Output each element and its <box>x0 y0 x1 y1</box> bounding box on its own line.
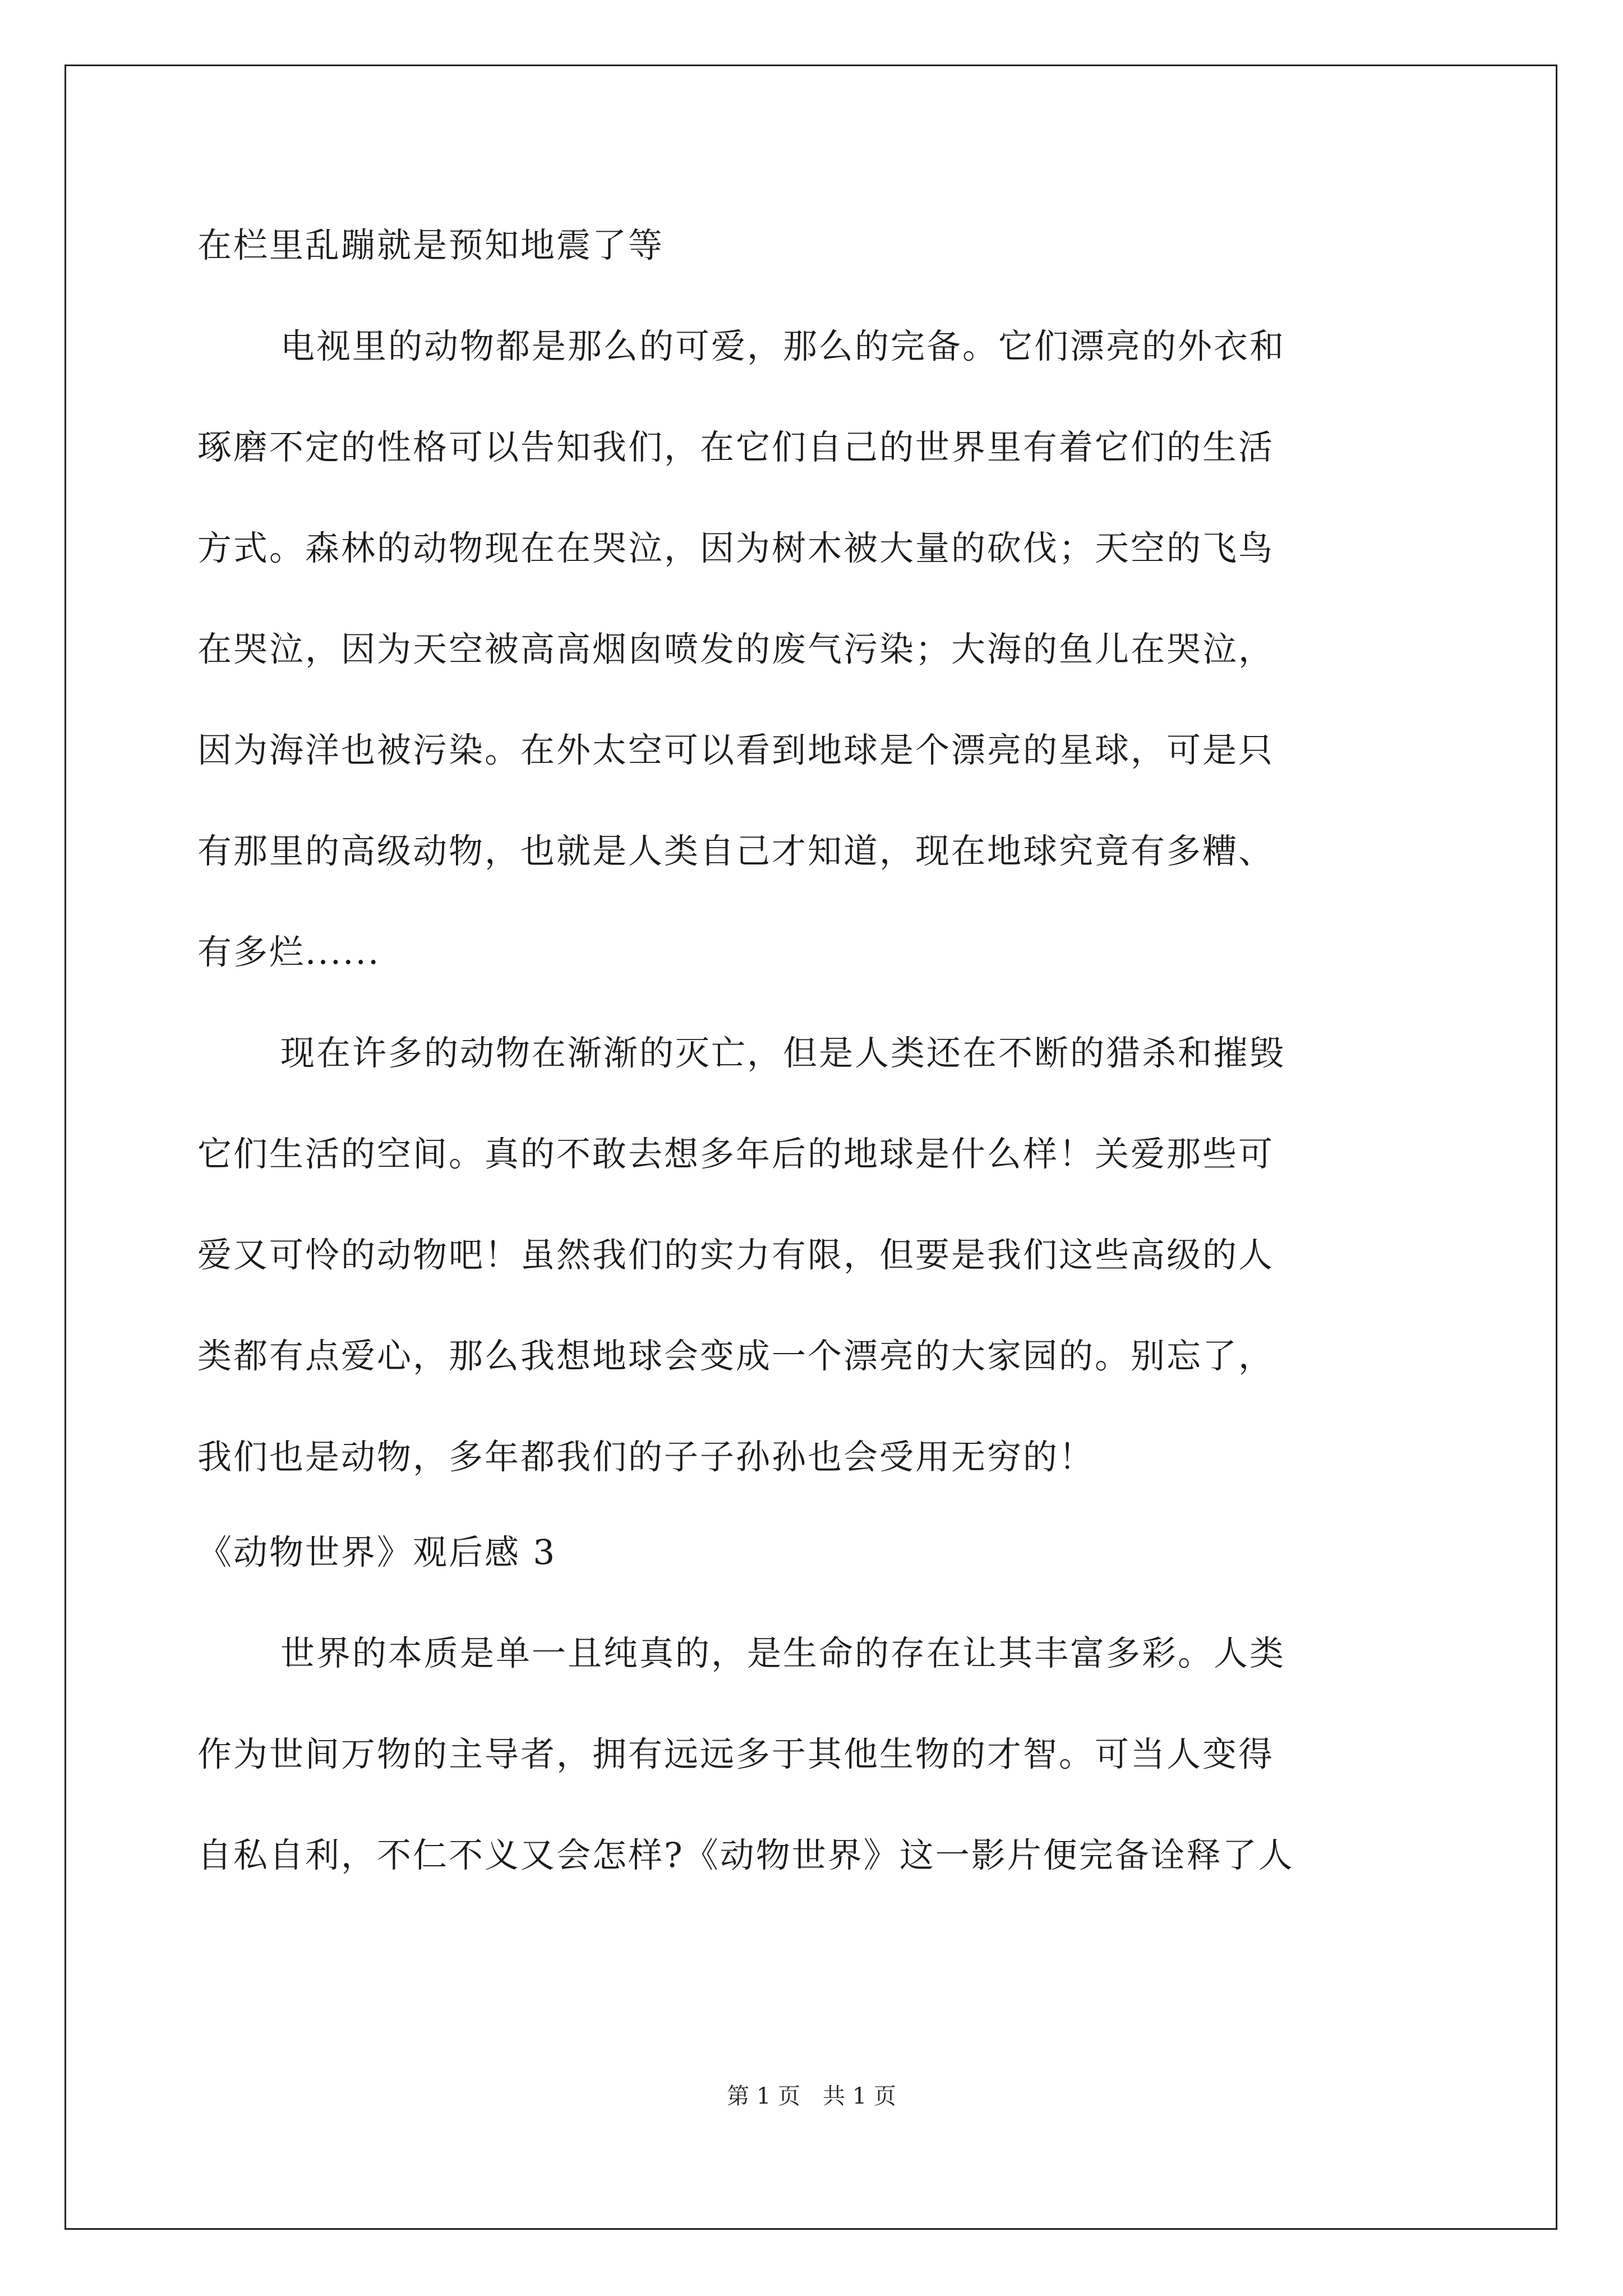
paragraph-line: 世界的本质是单一且纯真的，是生命的存在让其丰富多彩。人类 <box>280 1634 1286 1673</box>
paragraph-line: 自私自利，不仁不义又会怎样?《动物世界》这一影片便完备诠释了人 <box>197 1835 1294 1875</box>
text-line: 在栏里乱蹦就是预知地震了等 <box>197 226 665 265</box>
paragraph-line: 我们也是动物，多年都我们的子子孙孙也会受用无穷的！ <box>197 1437 1095 1477</box>
paragraph-line: 因为海洋也被污染。在外太空可以看到地球是个漂亮的星球，可是只 <box>197 730 1275 770</box>
paragraph-line: 有那里的高级动物，也就是人类自己才知道，现在地球究竟有多糟、 <box>197 831 1275 871</box>
paragraph-line: 有多烂...... <box>197 932 381 972</box>
paragraph-line: 在哭泣，因为天空被高高烟囱喷发的废气污染；大海的鱼儿在哭泣， <box>197 629 1275 669</box>
paragraph-line: 作为世间万物的主导者，拥有远远多于其他生物的才智。可当人变得 <box>197 1734 1275 1774</box>
paragraph-line: 琢磨不定的性格可以告知我们，在它们自己的世界里有着它们的生活 <box>197 427 1275 467</box>
paragraph-line: 现在许多的动物在渐渐的灭亡，但是人类还在不断的猎杀和摧毁 <box>280 1033 1286 1073</box>
page-number-footer: 第 1 页 共 1 页 <box>727 2083 896 2109</box>
paragraph-line: 方式。森林的动物现在在哭泣，因为树木被大量的砍伐；天空的飞鸟 <box>197 528 1275 568</box>
paragraph-line: 爱又可怜的动物吧！虽然我们的实力有限，但要是我们这些高级的人 <box>197 1235 1275 1275</box>
paragraph-line: 电视里的动物都是那么的可爱，那么的完备。它们漂亮的外衣和 <box>280 326 1286 366</box>
section-heading: 《动物世界》观后感 3 <box>197 1533 557 1572</box>
paragraph-line: 类都有点爱心，那么我想地球会变成一个漂亮的大家园的。别忘了， <box>197 1336 1275 1376</box>
paragraph-line: 它们生活的空间。真的不敢去想多年后的地球是什么样！关爱那些可 <box>197 1134 1275 1174</box>
